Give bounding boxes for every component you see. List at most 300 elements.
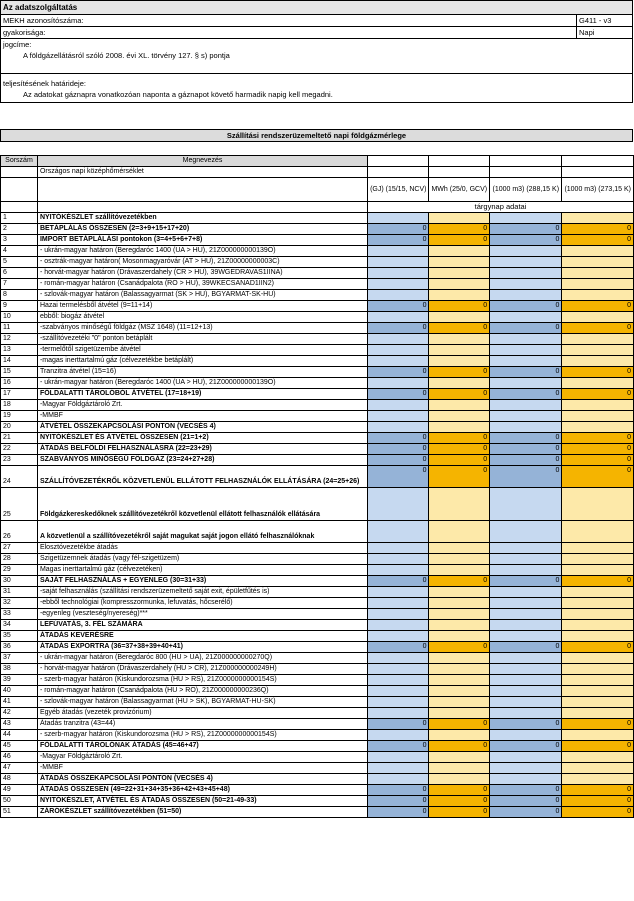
input-cell[interactable] xyxy=(368,664,429,675)
input-cell[interactable] xyxy=(368,763,429,774)
input-cell[interactable] xyxy=(429,543,490,554)
input-cell[interactable] xyxy=(429,774,490,785)
row-number: 1 xyxy=(1,213,38,224)
value-cell[interactable]: 0 xyxy=(429,433,490,444)
value-cell[interactable]: 0 xyxy=(490,719,562,730)
input-cell[interactable] xyxy=(368,620,429,631)
value-cell[interactable]: 0 xyxy=(368,323,429,334)
row-number: 2 xyxy=(1,224,38,235)
row-label: SZÁLLÍTÓVEZETÉKRŐL KÖZVETLENÜL ELLÁTOTT FELHASZNÁLÓK ELLÁTÁSÁRA (24=25+26) xyxy=(37,466,367,488)
input-cell[interactable] xyxy=(429,598,490,609)
input-cell[interactable] xyxy=(562,554,634,565)
row-number: 32 xyxy=(1,598,38,609)
table-row xyxy=(1,389,634,400)
input-cell[interactable] xyxy=(490,345,562,356)
row-number: 44 xyxy=(1,730,38,741)
value-cell[interactable]: 0 xyxy=(429,301,490,312)
value-cell[interactable]: 0 xyxy=(368,235,429,246)
input-cell[interactable] xyxy=(368,565,429,576)
row-label: ÁTADÁS EXPORTRA (36=37+38+39+40+41) xyxy=(37,642,367,653)
row-label: -szállítóvezetéki "0" ponton betáplált xyxy=(37,334,367,345)
unit-mwh: MWh (25/0, GCV) xyxy=(429,178,490,202)
value-cell[interactable]: 0 xyxy=(429,719,490,730)
input-cell[interactable] xyxy=(562,631,634,642)
input-cell[interactable] xyxy=(429,675,490,686)
input-cell[interactable] xyxy=(562,697,634,708)
value-cell[interactable]: 0 xyxy=(562,367,634,378)
value-cell[interactable]: 0 xyxy=(562,224,634,235)
input-cell[interactable] xyxy=(368,411,429,422)
input-cell[interactable] xyxy=(490,763,562,774)
value-cell[interactable]: 0 xyxy=(429,576,490,587)
legal-basis-block xyxy=(1,39,632,74)
input-cell[interactable] xyxy=(368,290,429,301)
input-cell[interactable] xyxy=(490,422,562,433)
table-row xyxy=(1,301,634,312)
input-cell[interactable] xyxy=(490,609,562,620)
value-cell[interactable]: 0 xyxy=(490,367,562,378)
input-cell[interactable] xyxy=(368,675,429,686)
table-row xyxy=(1,235,634,246)
input-cell[interactable] xyxy=(368,334,429,345)
value-cell[interactable]: 0 xyxy=(429,642,490,653)
table-row xyxy=(1,664,634,675)
input-cell[interactable] xyxy=(490,334,562,345)
value-cell[interactable]: 0 xyxy=(562,642,634,653)
input-cell[interactable] xyxy=(368,268,429,279)
table-row xyxy=(1,730,634,741)
table-row xyxy=(1,257,634,268)
value-cell[interactable]: 0 xyxy=(490,235,562,246)
input-cell[interactable] xyxy=(368,400,429,411)
table-row xyxy=(1,554,634,565)
table-row xyxy=(1,312,634,323)
value-cell[interactable]: 0 xyxy=(490,301,562,312)
value-cell[interactable]: 0 xyxy=(429,224,490,235)
input-cell[interactable] xyxy=(490,411,562,422)
input-cell[interactable] xyxy=(429,334,490,345)
row-number: 51 xyxy=(1,807,38,818)
input-cell[interactable] xyxy=(490,268,562,279)
input-cell[interactable] xyxy=(490,598,562,609)
value-cell[interactable]: 0 xyxy=(429,444,490,455)
period-label: tárgynap adatai xyxy=(368,202,634,213)
table-row xyxy=(1,356,634,367)
row-number: 39 xyxy=(1,675,38,686)
input-cell[interactable] xyxy=(368,488,429,521)
input-cell[interactable] xyxy=(562,246,634,257)
value-cell[interactable]: 0 xyxy=(490,444,562,455)
input-cell[interactable] xyxy=(429,268,490,279)
value-cell[interactable]: 0 xyxy=(368,466,429,488)
value-cell[interactable]: 0 xyxy=(429,741,490,752)
input-cell[interactable] xyxy=(562,400,634,411)
input-cell[interactable] xyxy=(368,708,429,719)
row-label: - horvát-magyar határon (Drávaszerdahely (HU > CR), 21Z000000000249H) xyxy=(37,664,367,675)
input-cell[interactable] xyxy=(562,378,634,389)
input-cell[interactable] xyxy=(368,774,429,785)
input-cell[interactable] xyxy=(490,653,562,664)
input-cell[interactable] xyxy=(368,246,429,257)
input-cell[interactable] xyxy=(562,345,634,356)
input-cell[interactable] xyxy=(562,565,634,576)
unit-1000m3-288: (1000 m3) (288,15 K) xyxy=(490,178,562,202)
input-cell[interactable] xyxy=(429,708,490,719)
row-label: ZÁRÓKÉSZLET szállítóvezetékben (51=50) xyxy=(37,807,367,818)
value-cell[interactable]: 0 xyxy=(490,224,562,235)
table-row xyxy=(1,488,634,521)
row-number: 42 xyxy=(1,708,38,719)
input-cell[interactable] xyxy=(368,598,429,609)
value-cell[interactable]: 0 xyxy=(429,235,490,246)
value-cell[interactable]: 0 xyxy=(562,576,634,587)
row-label: IMPORT BETÁPLÁLÁSI pontokon (3=4+5+6+7+8) xyxy=(37,235,367,246)
unit-gj: (GJ) (15/15, NCV) xyxy=(368,178,429,202)
input-cell[interactable] xyxy=(429,730,490,741)
value-cell[interactable]: 0 xyxy=(490,433,562,444)
row-label: ÁTADÁS ÖSSZEKAPCSOLÁSI PONTON (VECSÉS 4) xyxy=(37,774,367,785)
value-cell[interactable]: 0 xyxy=(490,785,562,796)
row-label: ÁTADÁS BELFÖLDI FELHASZNÁLÁSRA (22=23+29) xyxy=(37,444,367,455)
table-row xyxy=(1,345,634,356)
input-cell[interactable] xyxy=(562,411,634,422)
value-cell[interactable]: 0 xyxy=(368,576,429,587)
deadline-block xyxy=(1,74,632,102)
row-label: - szerb-magyar határon (Kiskundorozsma (HU > RS), 21Z0000000000154S) xyxy=(37,730,367,741)
input-cell[interactable] xyxy=(490,257,562,268)
input-cell[interactable] xyxy=(562,774,634,785)
value-cell[interactable]: 0 xyxy=(562,741,634,752)
table-row xyxy=(1,609,634,620)
input-cell[interactable] xyxy=(368,686,429,697)
input-cell[interactable] xyxy=(368,345,429,356)
input-cell[interactable] xyxy=(429,653,490,664)
input-cell[interactable] xyxy=(429,697,490,708)
value-cell[interactable]: 0 xyxy=(368,719,429,730)
input-cell[interactable] xyxy=(490,400,562,411)
input-cell[interactable] xyxy=(490,565,562,576)
input-cell[interactable] xyxy=(490,521,562,543)
row-label: SAJÁT FELHASZNÁLÁS + EGYENLEG (30=31+33) xyxy=(37,576,367,587)
value-cell[interactable]: 0 xyxy=(562,807,634,818)
input-cell[interactable] xyxy=(562,598,634,609)
input-cell[interactable] xyxy=(429,246,490,257)
value-cell[interactable]: 0 xyxy=(429,466,490,488)
row-label: Hazai termelésből átvétel (9=11+14) xyxy=(37,301,367,312)
row-number: 9 xyxy=(1,301,38,312)
input-cell[interactable] xyxy=(368,631,429,642)
input-cell[interactable] xyxy=(368,521,429,543)
row-label: NYITÓKÉSZLET, ÁTVÉTEL ÉS ÁTADÁS ÖSSZESEN (50=21-49-33) xyxy=(37,796,367,807)
row-label: ÁTADÁS ÖSSZESEN (49=22+31+34+35+36+42+43+45+48) xyxy=(37,785,367,796)
value-cell[interactable]: 0 xyxy=(490,576,562,587)
value-cell[interactable]: 0 xyxy=(368,389,429,400)
value-cell[interactable]: 0 xyxy=(368,796,429,807)
value-cell[interactable]: 0 xyxy=(429,796,490,807)
input-cell[interactable] xyxy=(490,774,562,785)
input-cell[interactable] xyxy=(562,334,634,345)
input-cell[interactable] xyxy=(368,587,429,598)
input-cell[interactable] xyxy=(562,708,634,719)
input-cell[interactable] xyxy=(490,213,562,224)
input-cell[interactable] xyxy=(562,543,634,554)
input-cell[interactable] xyxy=(368,213,429,224)
input-cell[interactable] xyxy=(562,422,634,433)
input-cell[interactable] xyxy=(429,609,490,620)
input-cell[interactable] xyxy=(562,268,634,279)
input-cell[interactable] xyxy=(490,246,562,257)
value-cell[interactable]: 0 xyxy=(562,444,634,455)
input-cell[interactable] xyxy=(490,554,562,565)
input-cell[interactable] xyxy=(490,543,562,554)
row-number: 27 xyxy=(1,543,38,554)
input-cell[interactable] xyxy=(429,664,490,675)
legal-basis-label: jogcíme: xyxy=(3,40,32,49)
row-number: 8 xyxy=(1,290,38,301)
input-cell[interactable] xyxy=(368,312,429,323)
input-cell[interactable] xyxy=(562,609,634,620)
row-label: - ukrán-magyar határon (Beregdaróc 800 (HU > UA), 21Z000000000270Q) xyxy=(37,653,367,664)
value-cell[interactable]: 0 xyxy=(368,433,429,444)
value-cell[interactable]: 0 xyxy=(562,235,634,246)
input-cell[interactable] xyxy=(490,290,562,301)
row-number: 23 xyxy=(1,455,38,466)
row-label: NYITÓKÉSZLET ÉS ÁTVÉTEL ÖSSZESEN (21=1+2) xyxy=(37,433,367,444)
value-cell[interactable]: 0 xyxy=(490,796,562,807)
table-row xyxy=(1,620,634,631)
table-row xyxy=(1,653,634,664)
table-row xyxy=(1,543,634,554)
input-cell[interactable] xyxy=(562,488,634,521)
table-row xyxy=(1,807,634,818)
value-cell[interactable]: 0 xyxy=(490,741,562,752)
mekh-id-row xyxy=(1,15,632,27)
table-row xyxy=(1,455,634,466)
value-cell[interactable]: 0 xyxy=(490,389,562,400)
value-cell[interactable]: 0 xyxy=(429,389,490,400)
table-row xyxy=(1,796,634,807)
table-row xyxy=(1,290,634,301)
input-cell[interactable] xyxy=(368,609,429,620)
input-cell[interactable] xyxy=(429,620,490,631)
value-cell[interactable]: 0 xyxy=(368,807,429,818)
row-label: LEFÚVATÁS, 3. FÉL SZÁMÁRA xyxy=(37,620,367,631)
input-cell[interactable] xyxy=(490,752,562,763)
input-cell[interactable] xyxy=(562,620,634,631)
input-cell[interactable] xyxy=(562,730,634,741)
input-cell[interactable] xyxy=(562,521,634,543)
input-cell[interactable] xyxy=(368,257,429,268)
input-cell[interactable] xyxy=(368,730,429,741)
table-row xyxy=(1,741,634,752)
value-cell[interactable]: 0 xyxy=(429,807,490,818)
input-cell[interactable] xyxy=(562,312,634,323)
input-cell[interactable] xyxy=(562,213,634,224)
row-number: 15 xyxy=(1,367,38,378)
input-cell[interactable] xyxy=(368,697,429,708)
input-cell[interactable] xyxy=(562,653,634,664)
input-cell[interactable] xyxy=(429,521,490,543)
value-cell[interactable]: 0 xyxy=(368,455,429,466)
value-cell[interactable]: 0 xyxy=(562,433,634,444)
value-cell[interactable]: 0 xyxy=(429,367,490,378)
table-row xyxy=(1,774,634,785)
input-cell[interactable] xyxy=(490,587,562,598)
value-cell[interactable]: 0 xyxy=(562,301,634,312)
row-number: 31 xyxy=(1,587,38,598)
input-cell[interactable] xyxy=(429,290,490,301)
value-cell[interactable]: 0 xyxy=(490,466,562,488)
value-cell[interactable]: 0 xyxy=(368,642,429,653)
table-row xyxy=(1,224,634,235)
input-cell[interactable] xyxy=(429,587,490,598)
row-label: -magas inerttartalmú gáz (célvezetékbe betáplált) xyxy=(37,356,367,367)
input-cell[interactable] xyxy=(490,675,562,686)
input-cell[interactable] xyxy=(562,257,634,268)
input-cell[interactable] xyxy=(429,345,490,356)
row-label: FÖLDALATTI TÁROLÓBÓL ÁTVÉTEL (17=18+19) xyxy=(37,389,367,400)
input-cell[interactable] xyxy=(368,653,429,664)
input-cell[interactable] xyxy=(429,752,490,763)
value-cell[interactable]: 0 xyxy=(490,642,562,653)
input-cell[interactable] xyxy=(490,708,562,719)
input-cell[interactable] xyxy=(490,279,562,290)
input-cell[interactable] xyxy=(429,257,490,268)
input-cell[interactable] xyxy=(490,730,562,741)
input-cell[interactable] xyxy=(429,631,490,642)
value-cell[interactable]: 0 xyxy=(490,323,562,334)
value-cell[interactable]: 0 xyxy=(429,785,490,796)
input-cell[interactable] xyxy=(429,554,490,565)
value-cell[interactable]: 0 xyxy=(368,224,429,235)
value-cell[interactable]: 0 xyxy=(368,785,429,796)
input-cell[interactable] xyxy=(368,422,429,433)
input-cell[interactable] xyxy=(562,763,634,774)
value-cell[interactable]: 0 xyxy=(562,455,634,466)
input-cell[interactable] xyxy=(490,356,562,367)
row-number: 43 xyxy=(1,719,38,730)
input-cell[interactable] xyxy=(562,356,634,367)
value-cell[interactable]: 0 xyxy=(562,785,634,796)
value-cell[interactable]: 0 xyxy=(429,323,490,334)
input-cell[interactable] xyxy=(490,312,562,323)
row-number: 25 xyxy=(1,488,38,521)
gas-balance-table xyxy=(0,155,634,818)
input-cell[interactable] xyxy=(429,422,490,433)
input-cell[interactable] xyxy=(490,697,562,708)
input-cell[interactable] xyxy=(562,686,634,697)
row-label: Magas inerttartalmú gáz (célvezetéken) xyxy=(37,565,367,576)
input-cell[interactable] xyxy=(429,213,490,224)
frequency-value: Napi xyxy=(576,27,633,38)
input-cell[interactable] xyxy=(368,279,429,290)
input-cell[interactable] xyxy=(368,378,429,389)
value-cell[interactable]: 0 xyxy=(368,367,429,378)
units-row xyxy=(1,178,634,202)
row-number: 34 xyxy=(1,620,38,631)
value-cell[interactable]: 0 xyxy=(562,466,634,488)
table-row xyxy=(1,708,634,719)
input-cell[interactable] xyxy=(429,400,490,411)
input-cell[interactable] xyxy=(490,664,562,675)
input-cell[interactable] xyxy=(562,290,634,301)
section-title: Szállítási rendszerüzemeltető napi földgázmérlege xyxy=(0,129,633,142)
table-row xyxy=(1,411,634,422)
table-row xyxy=(1,686,634,697)
input-cell[interactable] xyxy=(490,631,562,642)
input-cell[interactable] xyxy=(429,411,490,422)
table-row xyxy=(1,631,634,642)
row-label: Földgázkereskedőknek szállítóvezetékről közvetlenül ellátott felhasználók ellátására xyxy=(37,488,367,521)
value-cell[interactable]: 0 xyxy=(562,719,634,730)
value-cell[interactable]: 0 xyxy=(490,807,562,818)
row-number: 49 xyxy=(1,785,38,796)
frequency-label: gyakorisága: xyxy=(3,28,46,37)
table-row xyxy=(1,279,634,290)
input-cell[interactable] xyxy=(429,356,490,367)
input-cell[interactable] xyxy=(429,378,490,389)
table-row xyxy=(1,697,634,708)
input-cell[interactable] xyxy=(368,356,429,367)
table-row xyxy=(1,334,634,345)
row-number: 18 xyxy=(1,400,38,411)
row-number: 33 xyxy=(1,609,38,620)
input-cell[interactable] xyxy=(562,279,634,290)
input-cell[interactable] xyxy=(490,488,562,521)
input-cell[interactable] xyxy=(429,565,490,576)
input-cell[interactable] xyxy=(562,664,634,675)
input-cell[interactable] xyxy=(490,378,562,389)
input-cell[interactable] xyxy=(562,587,634,598)
row-number: 4 xyxy=(1,246,38,257)
row-label: A közvetlenül a szállítóvezetékről saját magukat saját jogon ellátó felhasználóknak xyxy=(37,521,367,543)
row-label: - szerb-magyar határon (Kiskundorozsma (HU > RS), 21Z0000000000154S) xyxy=(37,675,367,686)
row-number: 48 xyxy=(1,774,38,785)
row-label: FÖLDALATTI TÁROLÓNAK ÁTADÁS (45=46+47) xyxy=(37,741,367,752)
input-cell[interactable] xyxy=(429,312,490,323)
table-row xyxy=(1,565,634,576)
row-label: - osztrák-magyar határon( Mosonmagyaróvár (AT > HU), 21Z00000000003C) xyxy=(37,257,367,268)
header-title: Az adatszolgáltatás xyxy=(1,1,632,15)
row-label: - román-magyar határon (Csanádpalota (HU > RO), 21Z000000000236Q) xyxy=(37,686,367,697)
row-label: Tranzitra átvétel (15=16) xyxy=(37,367,367,378)
input-cell[interactable] xyxy=(368,543,429,554)
input-cell[interactable] xyxy=(429,279,490,290)
value-cell[interactable]: 0 xyxy=(368,741,429,752)
row-label: -MMBF xyxy=(37,411,367,422)
row-number: 21 xyxy=(1,433,38,444)
value-cell[interactable]: 0 xyxy=(562,323,634,334)
input-cell[interactable] xyxy=(429,763,490,774)
value-cell[interactable]: 0 xyxy=(562,389,634,400)
input-cell[interactable] xyxy=(490,686,562,697)
value-cell[interactable]: 0 xyxy=(490,455,562,466)
input-cell[interactable] xyxy=(562,675,634,686)
mekh-id-label: MEKH azonosítószáma: xyxy=(3,16,84,25)
value-cell[interactable]: 0 xyxy=(562,796,634,807)
row-label: BETÁPLÁLÁS ÖSSZESEN (2=3+9+15+17+20) xyxy=(37,224,367,235)
input-cell[interactable] xyxy=(562,752,634,763)
input-cell[interactable] xyxy=(429,686,490,697)
input-cell[interactable] xyxy=(429,488,490,521)
table-row xyxy=(1,378,634,389)
value-cell[interactable]: 0 xyxy=(368,444,429,455)
value-cell[interactable]: 0 xyxy=(368,301,429,312)
value-cell[interactable]: 0 xyxy=(429,455,490,466)
input-cell[interactable] xyxy=(368,554,429,565)
input-cell[interactable] xyxy=(490,620,562,631)
input-cell[interactable] xyxy=(368,752,429,763)
